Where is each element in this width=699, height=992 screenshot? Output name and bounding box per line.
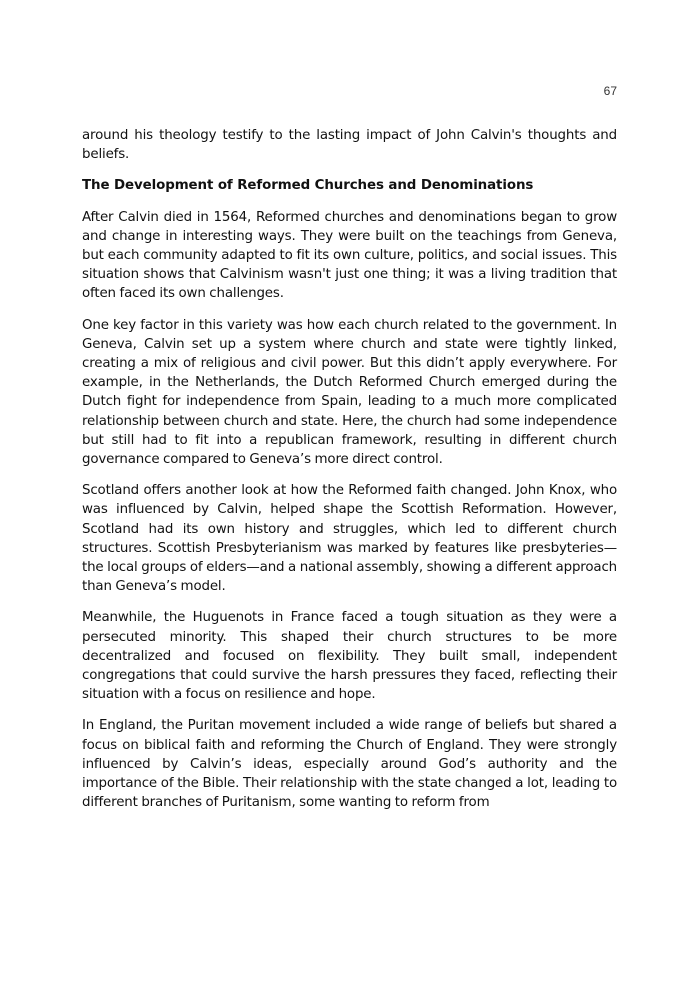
paragraph-england-puritans: In England, the Puritan movement included a wide range of beliefs but shared a focus on biblical faith and reforming the Church of England. They were strongly influenced by Calvin’s ideas, especially around God’s authority and the importance of the Bible. Their relationship with the state changed a lot, leading to different branches of Puritanism, some wanting to reform from [82, 718, 617, 811]
paragraph-huguenots: Meanwhile, the Huguenots in France faced a tough situation as they were a persecuted minority. This shaped their church structures to be more decentralized and focused on flexibility. They built small, independent congregations that could survive the harsh pressures they faced, reflecting their situation with a focus on resilience and hope. [82, 610, 617, 703]
continuation-paragraph: around his theology testify to the lasting impact of John Calvin's thoughts and beliefs. [82, 128, 617, 163]
document-body [82, 126, 617, 825]
paragraph-church-state: One key factor in this variety was how each church related to the government. In Geneva, Calvin set up a system where church and state were tightly linked, creating a mix of religious and civil power. But this didn’t apply everywhere. For example, in the Netherlands, the Dutch Reformed Church emerged during the Dutch fight for independence from Spain, leading to a much more complicated relationship between church and state. Here, the church had some independence but still had to fit into a republican framework, resulting in different church governance compared to Geneva’s more direct control. [82, 317, 617, 468]
paragraph-scotland: Scotland offers another look at how the Reformed faith changed. John Knox, who was influenced by Calvin, helped shape the Scottish Reformation. However, Scotland had its own history and struggles, which led to different church structures. Scottish Presbyterianism was marked by features like presbyteries—the local groups of elders—and a national assembly, showing a different approach than Geneva’s model. [82, 483, 617, 595]
paragraph-calvin-death: After Calvin died in 1564, Reformed churches and denominations began to grow and change in interesting ways. They were built on the teachings from Geneva, but each community adapted to fit its own culture, politics, and social issues. This situation shows that Calvinism wasn't just one thing; it was a living tradition that often faced its own challenges. [82, 209, 617, 302]
section-heading: The Development of Reformed Churches and Denominations [82, 178, 534, 194]
page-number: 67 [603, 84, 617, 98]
